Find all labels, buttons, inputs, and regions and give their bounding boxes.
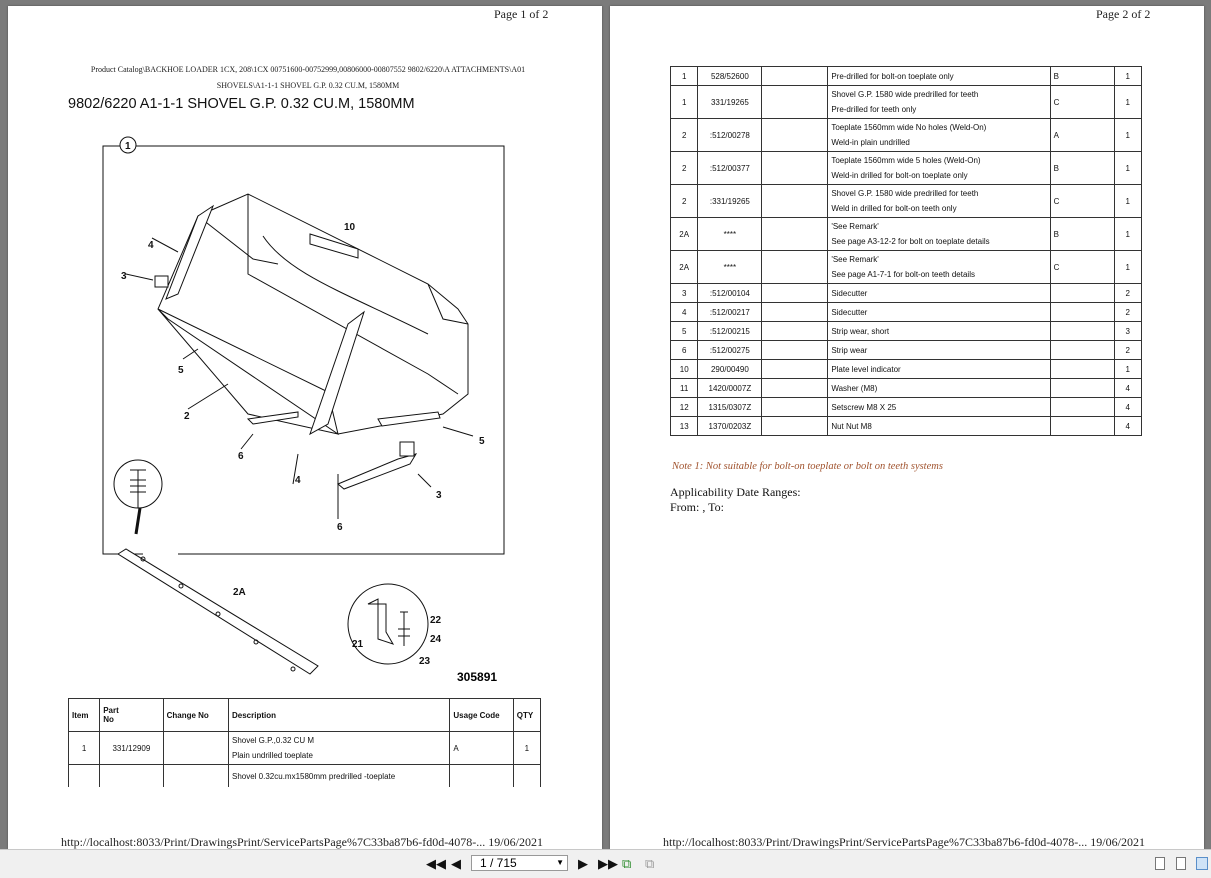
cell-part: ****: [698, 218, 762, 251]
cell-change: [163, 765, 228, 788]
table-row: [671, 119, 1142, 152]
desc-line-2: Weld-in plain undrilled: [831, 138, 910, 147]
next-page-icon[interactable]: ▶: [578, 856, 588, 871]
cell-item: 2A: [671, 218, 698, 251]
header-usage-code: Usage Code: [450, 699, 513, 732]
cell-description: [828, 284, 1050, 303]
cell-qty: 3: [1114, 322, 1141, 341]
parts-table-page-2: [670, 66, 1142, 436]
cell-part: 1315/0307Z: [698, 398, 762, 417]
desc-line-2: See page A1-7-1 for bolt-on teeth details: [831, 270, 975, 279]
cell-change: [762, 417, 828, 436]
cell-part: :512/00377: [698, 152, 762, 185]
table-row: [671, 86, 1142, 119]
cell-description: [828, 360, 1050, 379]
cell-part: :331/19265: [698, 185, 762, 218]
callout-23: 23: [419, 656, 431, 667]
callout-3: 3: [121, 271, 127, 282]
note: Note 1: Not suitable for bolt-on toeplate or bolt on teeth systems: [672, 461, 943, 472]
cell-qty: 2: [1114, 303, 1141, 322]
cell-qty: [513, 765, 540, 788]
header-description: Description: [228, 699, 449, 732]
cell-qty: 1: [1114, 251, 1141, 284]
cell-change: [762, 251, 828, 284]
cell-item: 2A: [671, 251, 698, 284]
cell-change: [762, 303, 828, 322]
paste-page-icon[interactable]: ⧉: [645, 856, 655, 871]
callout-2A: 2A: [233, 587, 246, 598]
cell-item: 4: [671, 303, 698, 322]
last-page-icon[interactable]: ▶▶: [598, 856, 618, 871]
page-2: [610, 6, 1204, 849]
callout-6: 6: [238, 451, 244, 462]
table-row: [671, 417, 1142, 436]
cell-usage: [1050, 284, 1114, 303]
breadcrumb-line-2: SHOVELS\A1-1-1 SHOVEL G.P. 0.32 CU.M, 1580MM: [216, 81, 400, 90]
desc-line-1: Strip wear: [831, 345, 868, 355]
applicability-line-1: Applicability Date Ranges:: [670, 485, 801, 499]
drawing-number: 305891: [457, 670, 498, 684]
cell-qty: 1: [513, 732, 540, 765]
desc-line-1: Pre-drilled for bolt-on toeplate only: [831, 71, 954, 81]
continuous-view-icon[interactable]: [1176, 857, 1186, 870]
page-label: Page 2 of 2: [1096, 7, 1151, 21]
header-part-no-line1: Part: [103, 706, 119, 715]
cell-item: 1: [671, 67, 698, 86]
cell-change: [762, 379, 828, 398]
chevron-down-icon[interactable]: ▼: [556, 858, 564, 867]
table-row: [671, 360, 1142, 379]
callout-24: 24: [430, 634, 442, 645]
cell-usage: [1050, 379, 1114, 398]
table-row: [671, 152, 1142, 185]
cell-change: [762, 360, 828, 379]
first-page-icon[interactable]: ◀◀: [426, 856, 446, 871]
callout-3b: 3: [436, 490, 442, 501]
page-number-input[interactable]: [471, 855, 568, 871]
cell-description: [828, 341, 1050, 360]
header-part-no: [100, 699, 163, 732]
callout-4b: 4: [295, 475, 301, 486]
sidecutter-3: [338, 454, 416, 489]
cell-qty: 1: [1114, 218, 1141, 251]
cell-part: 331/12909: [100, 732, 163, 765]
desc-line-2: Plain undrilled toeplate: [231, 751, 313, 760]
page-1: [8, 6, 602, 849]
cell-usage: C: [1050, 251, 1114, 284]
cell-description: Shovel 0.32cu.mx1580mm predrilled -toeplate: [228, 765, 449, 788]
cell-item: 2: [671, 119, 698, 152]
page-indicator: 1 / 715: [480, 856, 517, 870]
cell-change: [762, 218, 828, 251]
applicability: [670, 485, 801, 515]
cell-description: [828, 379, 1050, 398]
footer-url: http://localhost:8033/Print/DrawingsPrint/ServicePartsPage%7C33ba87b6-fd0d-4078-...: [663, 835, 1088, 849]
cell-description: [828, 303, 1050, 322]
cell-item: 5: [671, 322, 698, 341]
cell-qty: 1: [1114, 67, 1141, 86]
cell-part: :512/00215: [698, 322, 762, 341]
single-page-view-icon[interactable]: [1155, 857, 1165, 870]
cell-description: [228, 732, 449, 765]
cell-description: [828, 322, 1050, 341]
table-row: [69, 765, 541, 788]
hole-5: [291, 667, 295, 671]
callout-22: 22: [430, 615, 442, 626]
cell-description: [828, 398, 1050, 417]
cell-item: 2: [671, 152, 698, 185]
cell-change: [762, 284, 828, 303]
desc-line-2: Weld-in drilled for bolt-on toeplate only: [831, 171, 968, 180]
page-footer: [663, 835, 1145, 850]
cell-description: [828, 119, 1050, 152]
bracket-3: [400, 442, 414, 456]
breadcrumb: [48, 62, 568, 94]
callout-4: 4: [148, 240, 154, 251]
desc-line-1: Plate level indicator: [831, 364, 901, 374]
cell-part: [100, 765, 163, 788]
table-row: [671, 218, 1142, 251]
cell-change: [762, 398, 828, 417]
cell-item: 11: [671, 379, 698, 398]
copy-page-icon[interactable]: ⧉: [622, 856, 632, 871]
desc-line-1: Strip wear, short: [831, 326, 890, 336]
cell-change: [762, 86, 828, 119]
cell-usage: A: [1050, 119, 1114, 152]
table-row: [671, 67, 1142, 86]
two-page-view-icon[interactable]: [1196, 857, 1208, 870]
footer-date: 19/06/2021: [488, 835, 543, 849]
cell-part: ****: [698, 251, 762, 284]
callout-10: 10: [344, 222, 356, 233]
callout-2: 2: [184, 411, 190, 422]
cell-usage: [1050, 360, 1114, 379]
cell-change: [762, 67, 828, 86]
cell-item: 3: [671, 284, 698, 303]
cell-item: 13: [671, 417, 698, 436]
callout-6b: 6: [337, 522, 343, 533]
cell-part: 290/00490: [698, 360, 762, 379]
desc-line-1: 'See Remark': [831, 255, 879, 264]
desc-line-2: Pre-drilled for teeth only: [831, 105, 917, 114]
header-item: Item: [69, 699, 100, 732]
cell-item: 1: [69, 732, 100, 765]
cell-description: [828, 86, 1050, 119]
cell-qty: 1: [1114, 86, 1141, 119]
table-row: [671, 341, 1142, 360]
prev-page-icon[interactable]: ◀: [451, 856, 461, 871]
desc-line-1: Shovel G.P. 1580 wide predrilled for teeth: [831, 189, 979, 198]
cell-qty: 2: [1114, 284, 1141, 303]
cell-part: 331/19265: [698, 86, 762, 119]
cell-usage: [1050, 398, 1114, 417]
cell-change: [762, 341, 828, 360]
table-row: [671, 379, 1142, 398]
page-label: Page 1 of 2: [494, 7, 549, 21]
desc-line-2: See page A3-12-2 for bolt on toeplate details: [831, 237, 990, 246]
page-title: 9802/6220 A1-1-1 SHOVEL G.P. 0.32 CU.M, 1580MM: [68, 96, 415, 112]
cell-item: 2: [671, 185, 698, 218]
table-row: [671, 322, 1142, 341]
block-3: [155, 276, 168, 287]
cell-item: 6: [671, 341, 698, 360]
cell-usage: A: [450, 732, 513, 765]
parts-table-page-1: [68, 698, 541, 787]
table-row: [69, 732, 541, 765]
cell-qty: 4: [1114, 398, 1141, 417]
cell-usage: [1050, 322, 1114, 341]
header-qty: QTY: [513, 699, 540, 732]
table-row: [671, 284, 1142, 303]
page-footer: [61, 835, 543, 850]
cell-change: [762, 322, 828, 341]
cell-usage: C: [1050, 86, 1114, 119]
cell-qty: 1: [1114, 119, 1141, 152]
breadcrumb-line-1: Product Catalog\BACKHOE LOADER 1CX, 208\1CX 00751600-00752999,00806000-00807552 9802/6220\A ATTACHMENTS\A01: [90, 65, 526, 74]
desc-line-1: Sidecutter: [831, 307, 868, 317]
table-row: [671, 303, 1142, 322]
header-change-no: Change No: [163, 699, 228, 732]
cell-description: [828, 218, 1050, 251]
cell-qty: 1: [1114, 152, 1141, 185]
cell-part: :512/00278: [698, 119, 762, 152]
desc-line-1: Shovel G.P.,0.32 CU M: [231, 736, 315, 745]
cell-part: 1370/0203Z: [698, 417, 762, 436]
cell-change: [163, 732, 228, 765]
cell-part: :512/00104: [698, 284, 762, 303]
desc-line-1: Shovel G.P. 1580 wide predrilled for teeth: [831, 90, 979, 99]
cell-change: [762, 152, 828, 185]
cell-item: [69, 765, 100, 788]
cell-usage: B: [1050, 152, 1114, 185]
cell-qty: 2: [1114, 341, 1141, 360]
footer-url: http://localhost:8033/Print/DrawingsPrint/ServicePartsPage%7C33ba87b6-fd0d-4078-...: [61, 835, 486, 849]
desc-line-1: Sidecutter: [831, 288, 868, 298]
bolt-leader: [136, 508, 140, 534]
cell-usage: [1050, 303, 1114, 322]
cell-usage: B: [1050, 218, 1114, 251]
desc-line-1: Washer (M8): [831, 383, 878, 393]
exploded-parts-drawing: [48, 134, 568, 694]
cell-item: 10: [671, 360, 698, 379]
cell-usage: B: [1050, 67, 1114, 86]
cell-description: [828, 152, 1050, 185]
cell-change: [762, 119, 828, 152]
cell-part: :512/00217: [698, 303, 762, 322]
desc-line-1: Toeplate 1560mm wide No holes (Weld-On): [831, 123, 987, 132]
desc-line-1: Nut Nut M8: [831, 421, 872, 431]
cell-usage: [1050, 341, 1114, 360]
cell-part: 528/52600: [698, 67, 762, 86]
desc-line-1: Toeplate 1560mm wide 5 holes (Weld-On): [831, 156, 981, 165]
viewer-toolbar: [0, 849, 1211, 878]
cell-description: [828, 185, 1050, 218]
cell-change: [762, 185, 828, 218]
table-row: [671, 185, 1142, 218]
desc-line-2: Weld in drilled for bolt-on teeth only: [831, 204, 957, 213]
cell-item: 12: [671, 398, 698, 417]
cell-usage: [1050, 417, 1114, 436]
cell-description: [828, 417, 1050, 436]
cell-qty: 4: [1114, 379, 1141, 398]
desc-line-1: 'See Remark': [831, 222, 879, 231]
cell-description: [828, 67, 1050, 86]
desc-line-1: Setscrew M8 X 25: [831, 402, 897, 412]
callout-21: 21: [352, 639, 364, 650]
cell-qty: 1: [1114, 185, 1141, 218]
tooth-detail-circle: [348, 584, 428, 664]
header-part-no-line2: No: [103, 715, 114, 724]
cell-description: [828, 251, 1050, 284]
cell-part: 1420/0007Z: [698, 379, 762, 398]
table-row: [671, 251, 1142, 284]
table-row: [671, 398, 1142, 417]
callout-5: 5: [178, 365, 184, 376]
cell-qty: 1: [1114, 360, 1141, 379]
cell-usage: C: [1050, 185, 1114, 218]
footer-date: 19/06/2021: [1090, 835, 1145, 849]
cell-qty: 4: [1114, 417, 1141, 436]
callout-5b: 5: [479, 436, 485, 447]
cell-part: :512/00275: [698, 341, 762, 360]
applicability-line-2: From: , To:: [670, 500, 724, 514]
callout-1: 1: [125, 141, 131, 152]
cell-usage: [450, 765, 513, 788]
cell-item: 1: [671, 86, 698, 119]
